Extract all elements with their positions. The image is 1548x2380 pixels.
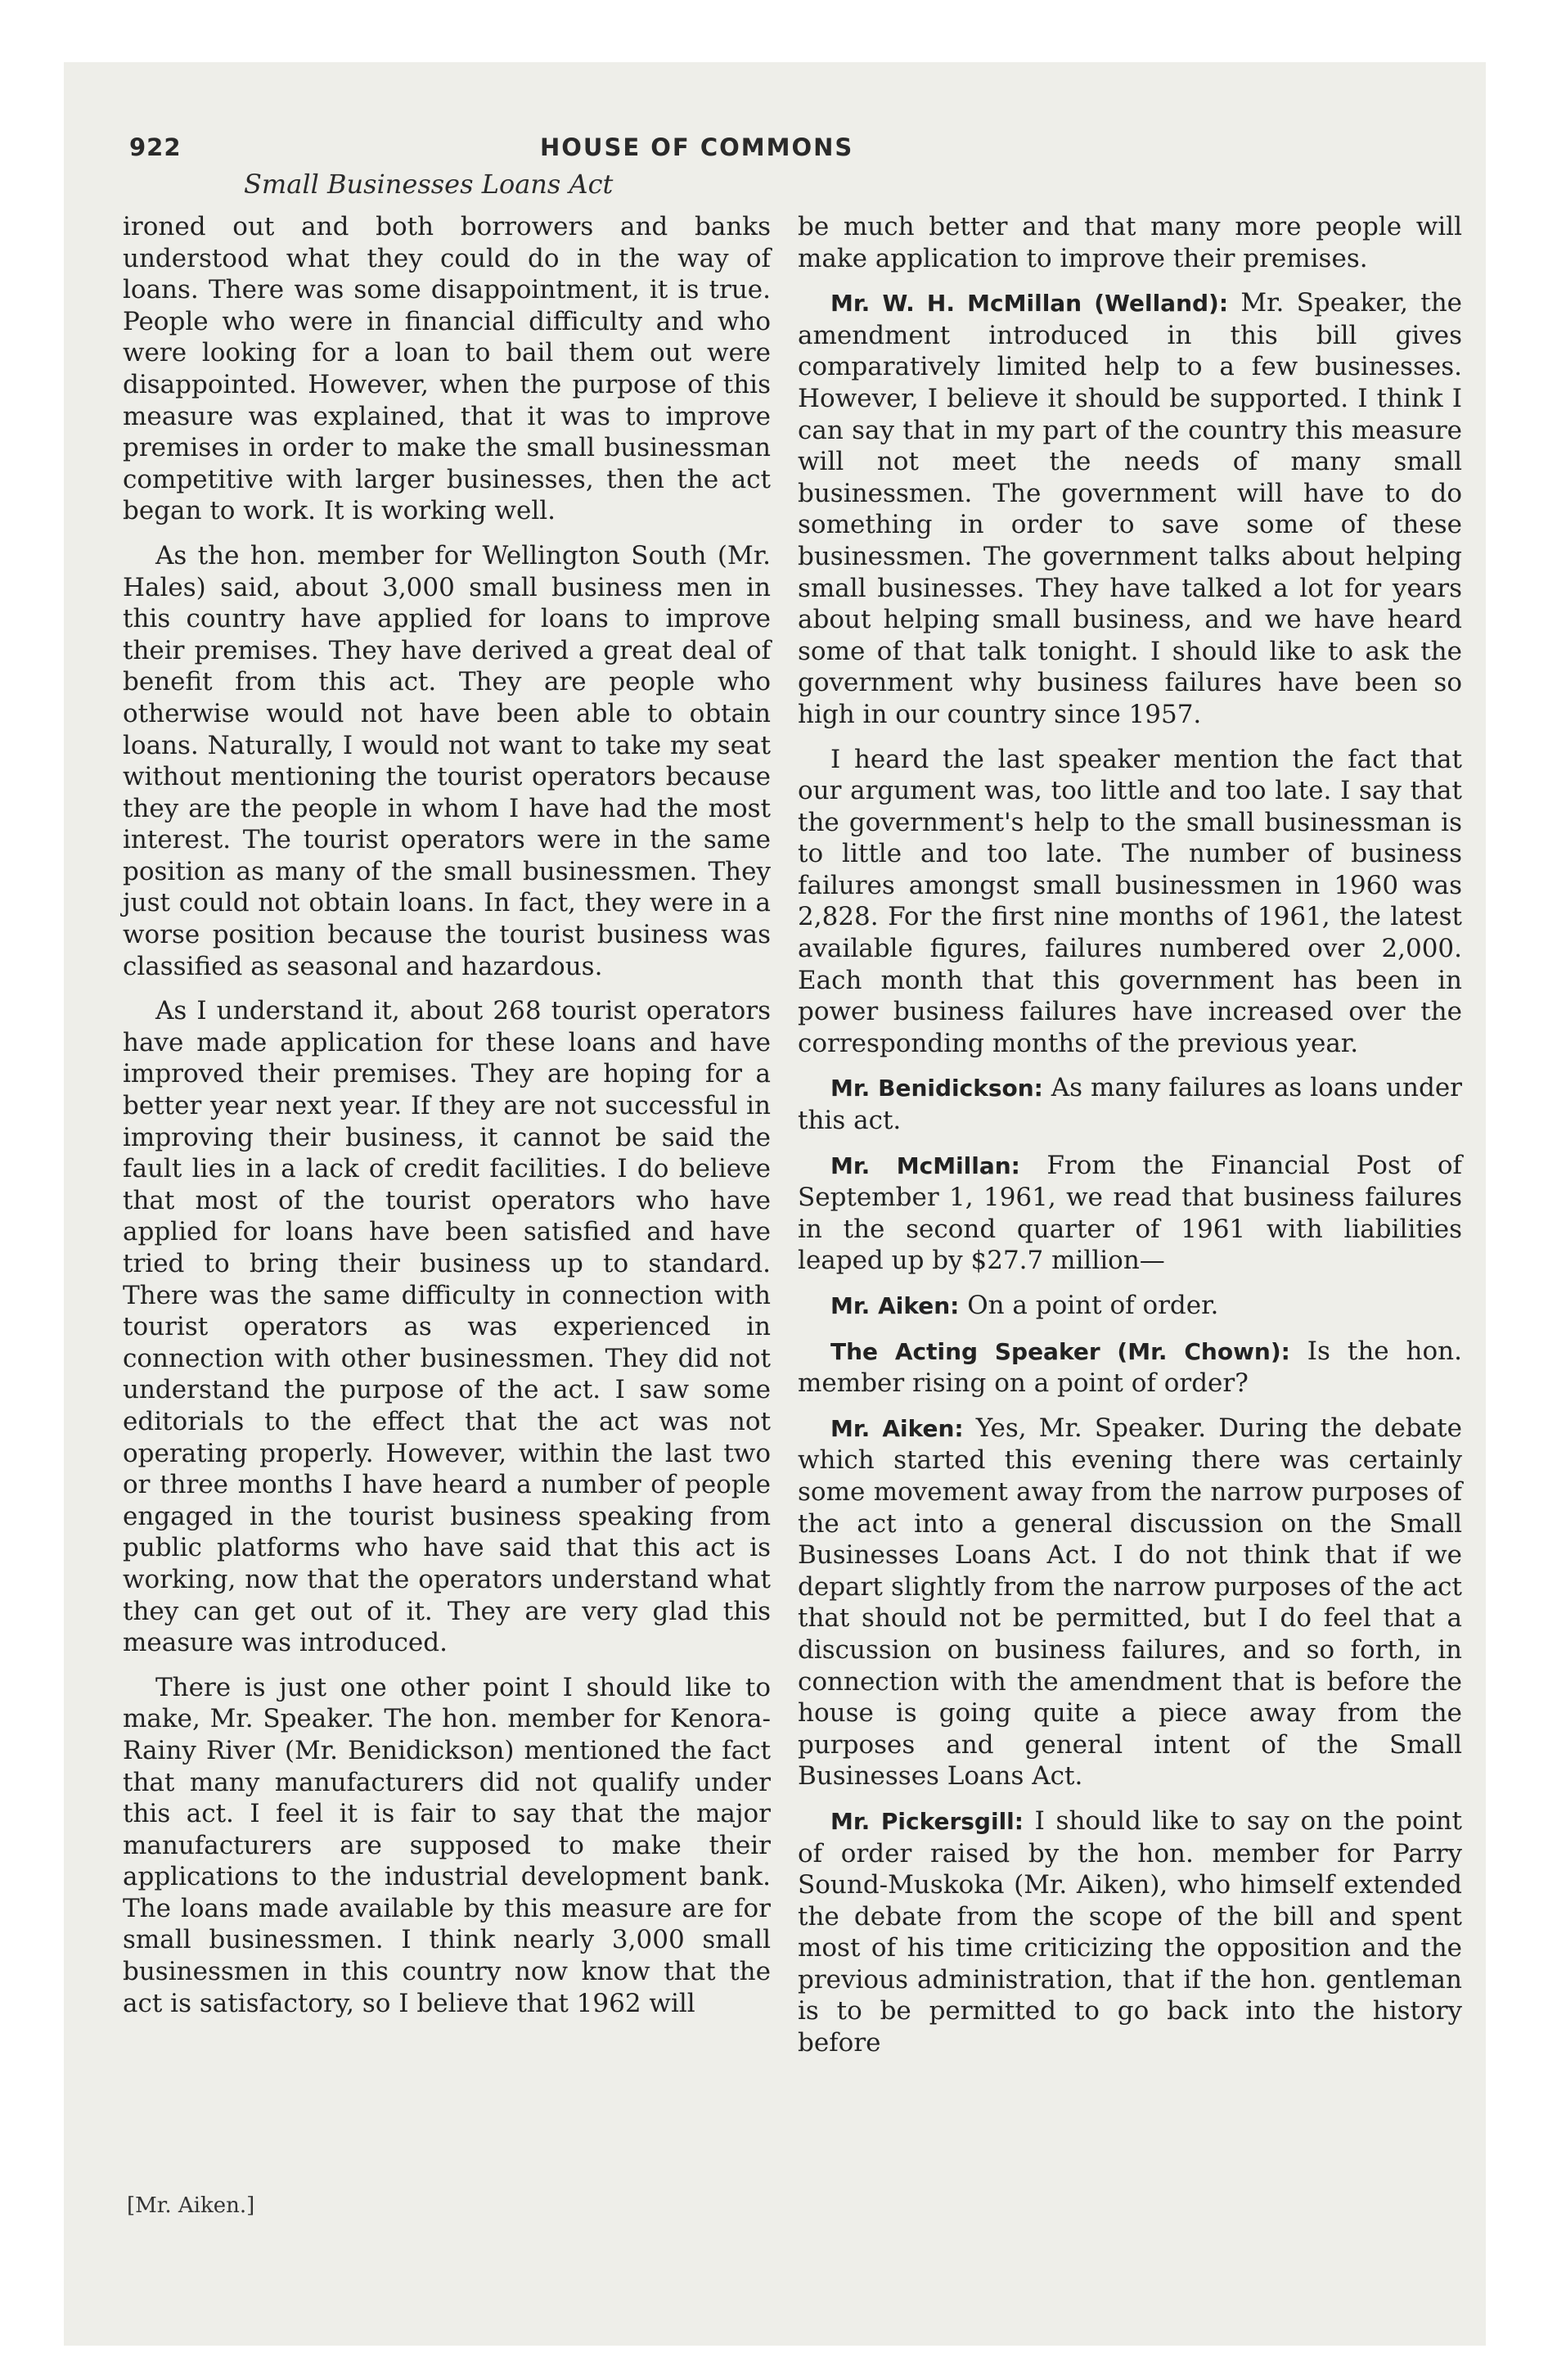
page-number: 922 [129, 133, 182, 161]
speech-text: On a point of order. [967, 1291, 1219, 1320]
paragraph [798, 211, 1462, 274]
speech [798, 1805, 1462, 2059]
speech-text: I should like to say on the point of order raised by the hon. member for Parry Sound-Muskoka (Mr. Aiken), who himself extended the debate from the scope of the bill and spent most of his time criticizing the opposition and the previous administration, that if the hon. gentleman is to be permitted to go back into the history before [798, 1805, 1463, 2058]
speech [798, 1413, 1462, 1792]
page-footer: [Mr. Aiken.] [127, 2193, 255, 2218]
paragraph: ironed out and both borrowers and banks understood what they could do in the way of loans. There was some disappointment, it is true. People who were in financial difficulty and who were looking for a loan to bail them out were disappointed. However, when the purpose of this measure was explained, that it was to improve premises in order to make the small businessman competitive with larger businesses, then the act began to work. It is working well. [123, 212, 771, 526]
left-column [123, 211, 771, 2019]
speech-text: Yes, Mr. Speaker. During the debate which started this evening there was certainly some movement away from the narrow purposes of the act into a general discussion on the Small Businesses Loans Act. I do not think that if we depart slightly from the narrow purposes of the act that should not be permitted, but I do feel that a discussion on business failures, and so forth, in connection with the amendment that is before the house is going quite a piece away from the purposes and general intent of the Small Businesses Loans Act. [798, 1413, 1462, 1792]
paragraph: There is just one other point I should like to make, Mr. Speaker. The hon. member for Kenora-Rainy River (Mr. Benidickson) mentioned the fact that many manufacturers did not qualify under this act. I feel it is fair to say that the major manufacturers are supposed to make their applications to the industrial development bank. The loans made available by this measure are for small businessmen. I think nearly 3,000 small businessmen in this country now know that the act is satisfactory, so I believe that 1962 will [123, 1672, 771, 2018]
speech-text: From the Financial Post of September 1, 1961, we read that business failures in the second quarter of 1961 with liabilities leaped up by $27.7 million— [798, 1150, 1462, 1276]
speech-text: Mr. Speaker, the amendment introduced in this bill gives comparatively limited help to a few businesses. However, I believe it should be supported. I think I can say that in my part of the country this measure will not meet the needs of many small businessmen. The government will have to do something in order to save some of these businessmen. The government talks about helping small businesses. They have talked a lot for years about helping small business, and we have heard some of that talk tonight. I should like to ask the government why business failures have been so high in our country since 1957. [798, 288, 1463, 729]
speech [798, 1290, 1462, 1323]
speaker-name: Mr. Benidickson: [830, 1075, 1043, 1102]
speaker-name: Mr. Pickersgill: [830, 1807, 1024, 1835]
paragraph: As I understand it, about 268 tourist operators have made application for these loans and have improved their premises. They are hoping for a better year next year. If they are not successful in improving their business, it cannot be said the fault lies in a lack of credit facilities. I do believe that most of the tourist operators who have applied for loans have been satisfied and have tried to bring their business up to standard. There was the same difficulty in connection with tourist operators as was experienced in connection with other businessmen. They did not understand the purpose of the act. I saw some editorials to the effect that the act was not operating properly. However, within the last two or three months I have heard a number of people engaged in the tourist business speaking from public platforms who have said that this act is working, now that the operators understand what they can get out of it. They are very glad this measure was introduced. [123, 996, 771, 1658]
speech [798, 287, 1462, 730]
right-column [798, 211, 1462, 2059]
speaker-name: Mr. Aiken: [830, 1292, 960, 1319]
paragraph-text: be much better and that many more people will make application to improve their premises. [798, 212, 1462, 273]
paragraph-text: I heard the last speaker mention the fact that our argument was, too little and too late. I say that the government's help to the small businessman is to little and too late. The number of business failures amongst small businessmen in 1960 was 2,828. For the first nine months of 1961, the latest available figures, failures numbered over 2,000. Each month that this government has been in power business failures have increased over the corresponding months of the previous year. [798, 744, 1462, 1058]
page-subtitle: Small Businesses Loans Act [244, 169, 614, 200]
speech-text: As many failures as loans under this act. [798, 1073, 1463, 1136]
speech [798, 1150, 1462, 1277]
speaker-name: The Acting Speaker (Mr. Chown): [830, 1337, 1290, 1365]
paragraph [798, 744, 1462, 1060]
speech [798, 1336, 1462, 1400]
speaker-name: Mr. McMillan: [830, 1152, 1020, 1179]
page-title: HOUSE OF COMMONS [540, 133, 854, 161]
speech-text: Is the hon. member rising on a point of order? [798, 1336, 1462, 1399]
speech [798, 1072, 1462, 1136]
speaker-name: Mr. W. H. McMillan (Welland): [830, 290, 1229, 318]
paragraph: As the hon. member for Wellington South (Mr. Hales) said, about 3,000 small business men in this country have applied for loans to improve their premises. They have derived a great deal of benefit from this act. They are people who otherwise would not have been able to obtain loans. Naturally, I would not want to take my seat without mentioning the tourist operators because they are the people in whom I have had the most interest. The tourist operators were in the same position as many of the small businessmen. They just could not obtain loans. In fact, they were in a worse position because the tourist business was classified as seasonal and hazardous. [123, 540, 771, 981]
speaker-name: Mr. Aiken: [830, 1414, 964, 1442]
